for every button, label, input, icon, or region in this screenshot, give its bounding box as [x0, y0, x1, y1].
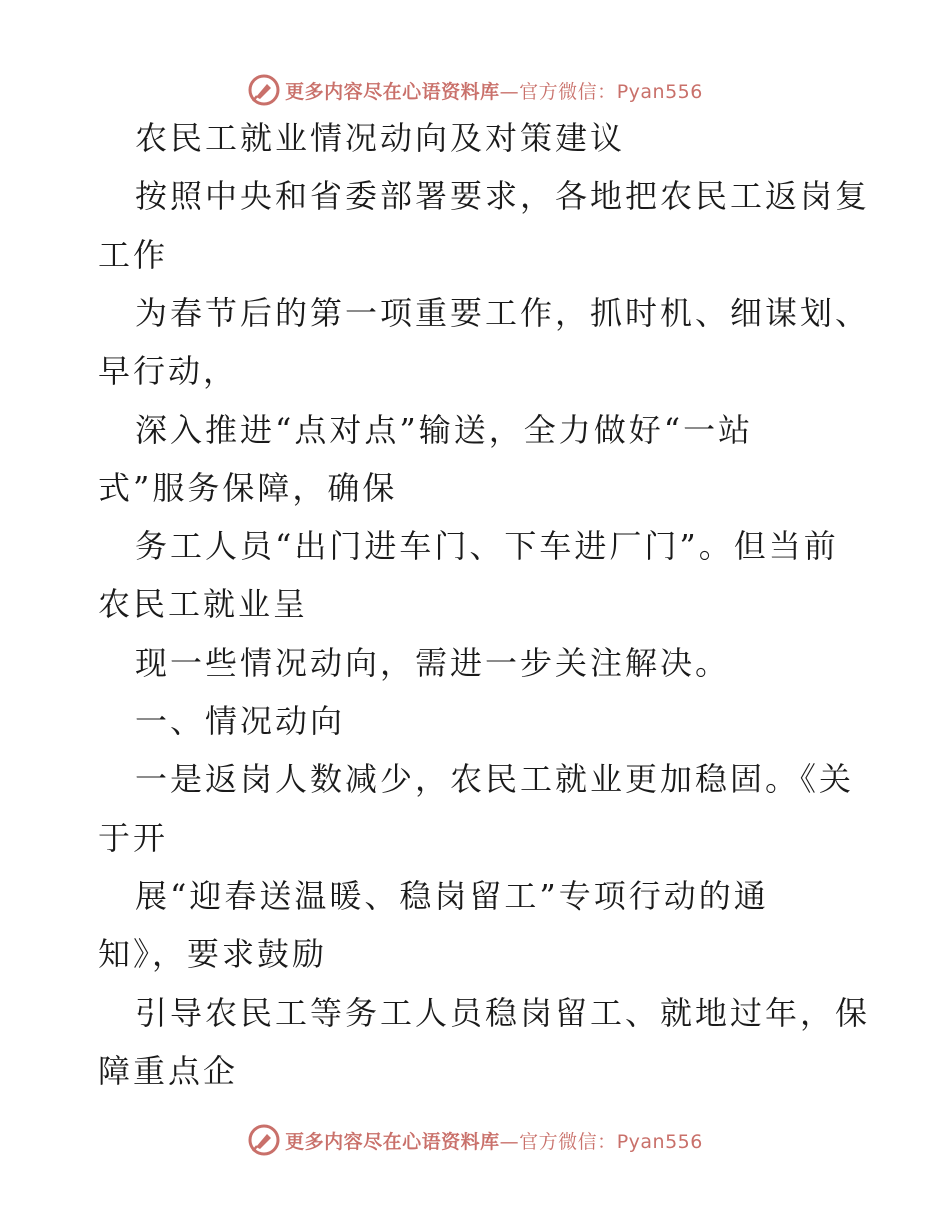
body-text-line: 于开	[98, 818, 169, 857]
body-text-line: 障重点企	[98, 1051, 239, 1090]
watermark-footer	[0, 1120, 950, 1160]
pen-nib-seal-icon	[247, 73, 281, 107]
body-text-line: 早行动，	[98, 352, 239, 391]
watermark-main: 更多内容尽在心语资料库	[285, 80, 500, 103]
body-text-line: 展“迎春送温暖、稳岗留工”专项行动的通	[135, 876, 769, 915]
body-text-line: 为春节后的第一项重要工作，抓时机、细谋划、	[135, 293, 871, 332]
body-text-line: 引导农民工等务工人员稳岗留工、就地过年，保	[135, 993, 871, 1032]
body-text-line: 一是返岗人数减少，农民工就业更加稳固。《关	[135, 760, 855, 799]
pen-nib-seal-icon	[247, 1123, 281, 1157]
body-text-line: 深入推进“点对点”输送，全力做好“一站	[135, 410, 754, 449]
watermark-id: Pyan556	[616, 80, 703, 103]
body-text-line: 农民工就业呈	[98, 585, 309, 624]
body-text-line: 知》，要求鼓励	[98, 935, 328, 974]
watermark-header	[0, 70, 950, 110]
watermark-dash: —	[499, 1130, 520, 1153]
body-text-line: 式”服务保障，确保	[98, 468, 398, 507]
watermark-text	[285, 77, 703, 104]
watermark-sub: 官方微信：	[519, 1130, 617, 1153]
body-text-line: 务工人员“出门进车门、下车进厂门”。但当前	[135, 527, 839, 566]
watermark-sub: 官方微信：	[519, 80, 617, 103]
watermark-text	[285, 1127, 703, 1154]
body-text-line: 现一些情况动向，需进一步关注解决。	[135, 643, 731, 682]
body-text-line: 工作	[98, 235, 169, 274]
body-text-line: 一、情况动向	[135, 702, 346, 740]
watermark-dash: —	[499, 80, 520, 103]
body-text-line: 按照中央和省委部署要求，各地把农民工返岗复	[135, 177, 871, 216]
watermark-id: Pyan556	[616, 1130, 703, 1153]
document-title: 农民工就业情况动向及对策建议	[135, 119, 626, 157]
watermark-main: 更多内容尽在心语资料库	[285, 1130, 500, 1153]
